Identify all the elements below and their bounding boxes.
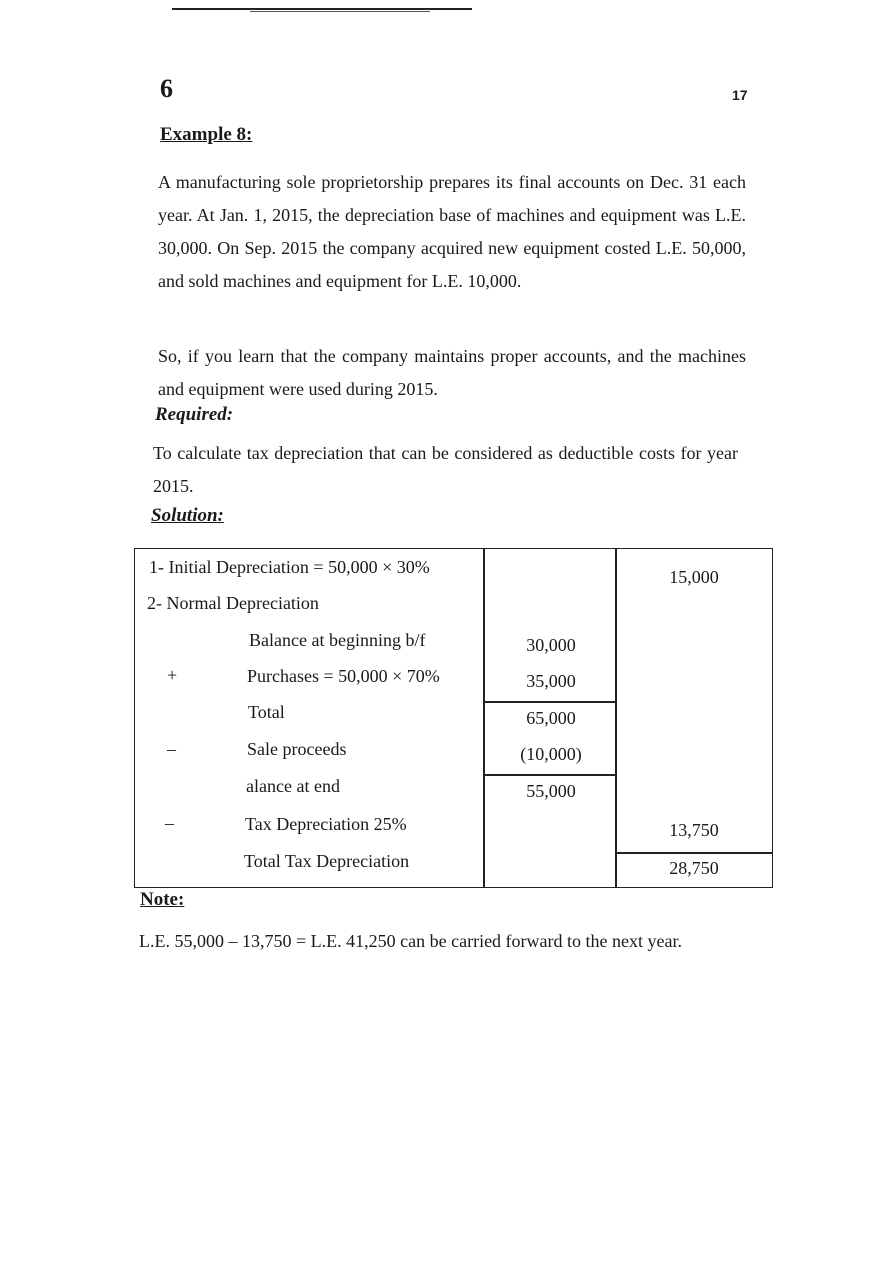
solution-label: Solution: bbox=[151, 505, 224, 526]
total-rule bbox=[616, 852, 772, 854]
table-middle-value: 65,000 bbox=[526, 708, 576, 728]
table-middle-value: (10,000) bbox=[520, 744, 582, 764]
table-row-label: alance at end bbox=[246, 776, 340, 796]
note-label: Note: bbox=[140, 889, 185, 910]
table-row-label: Purchases = 50,000 × 70% bbox=[247, 666, 440, 686]
required-label: Required: bbox=[155, 404, 234, 425]
table-right-value: 13,750 bbox=[669, 820, 719, 840]
table-row-label: Balance at beginning b/f bbox=[249, 630, 426, 650]
table-row-sign: + bbox=[167, 665, 178, 685]
table-middle-value: 30,000 bbox=[526, 635, 576, 655]
chapter-number: 6 bbox=[160, 74, 173, 103]
subtotal-rule bbox=[484, 701, 615, 703]
page-number: 17 bbox=[732, 87, 748, 103]
table-middle-value: 35,000 bbox=[526, 671, 576, 691]
table-right-value: 28,750 bbox=[669, 858, 719, 878]
table-row-label: Total Tax Depreciation bbox=[244, 851, 410, 871]
example-title: Example 8: bbox=[160, 124, 253, 145]
table-middle-value: 55,000 bbox=[526, 781, 576, 801]
table-row-label: 2- Normal Depreciation bbox=[147, 593, 319, 613]
table-row-label: 1- Initial Depreciation = 50,000 × 30% bbox=[149, 557, 430, 577]
required-text: To calculate tax depreciation that can be considered as deductible costs for year 2015. bbox=[153, 443, 738, 496]
example-paragraph-1: A manufacturing sole proprietorship prepares its final accounts on Dec. 31 each year. At Jan. 1, 2015, the depreciation base of machines and equipment was L.E. 30,000. On Sep. 2015 the company acquired new equipment costed L.E. 50,000, and sold machines and equipment for L.E. 10,000. bbox=[158, 172, 746, 291]
table-right-value: 15,000 bbox=[669, 567, 719, 587]
table-row-label: Tax Depreciation 25% bbox=[245, 814, 407, 834]
table-row-label: Sale proceeds bbox=[247, 739, 347, 759]
table-row-label: Total bbox=[248, 702, 285, 722]
example-paragraph-2: So, if you learn that the company maintains proper accounts, and the machines and equipment were used during 2015. bbox=[158, 346, 746, 399]
note-text: L.E. 55,000 – 13,750 = L.E. 41,250 can be carried forward to the next year. bbox=[139, 931, 682, 951]
table-row-sign: – bbox=[167, 739, 176, 759]
scan-artifact-line bbox=[250, 11, 430, 12]
depreciation-table bbox=[134, 548, 773, 888]
subtotal-rule bbox=[484, 774, 615, 776]
table-row-sign: – bbox=[165, 813, 174, 833]
scan-artifact-line bbox=[172, 8, 472, 10]
